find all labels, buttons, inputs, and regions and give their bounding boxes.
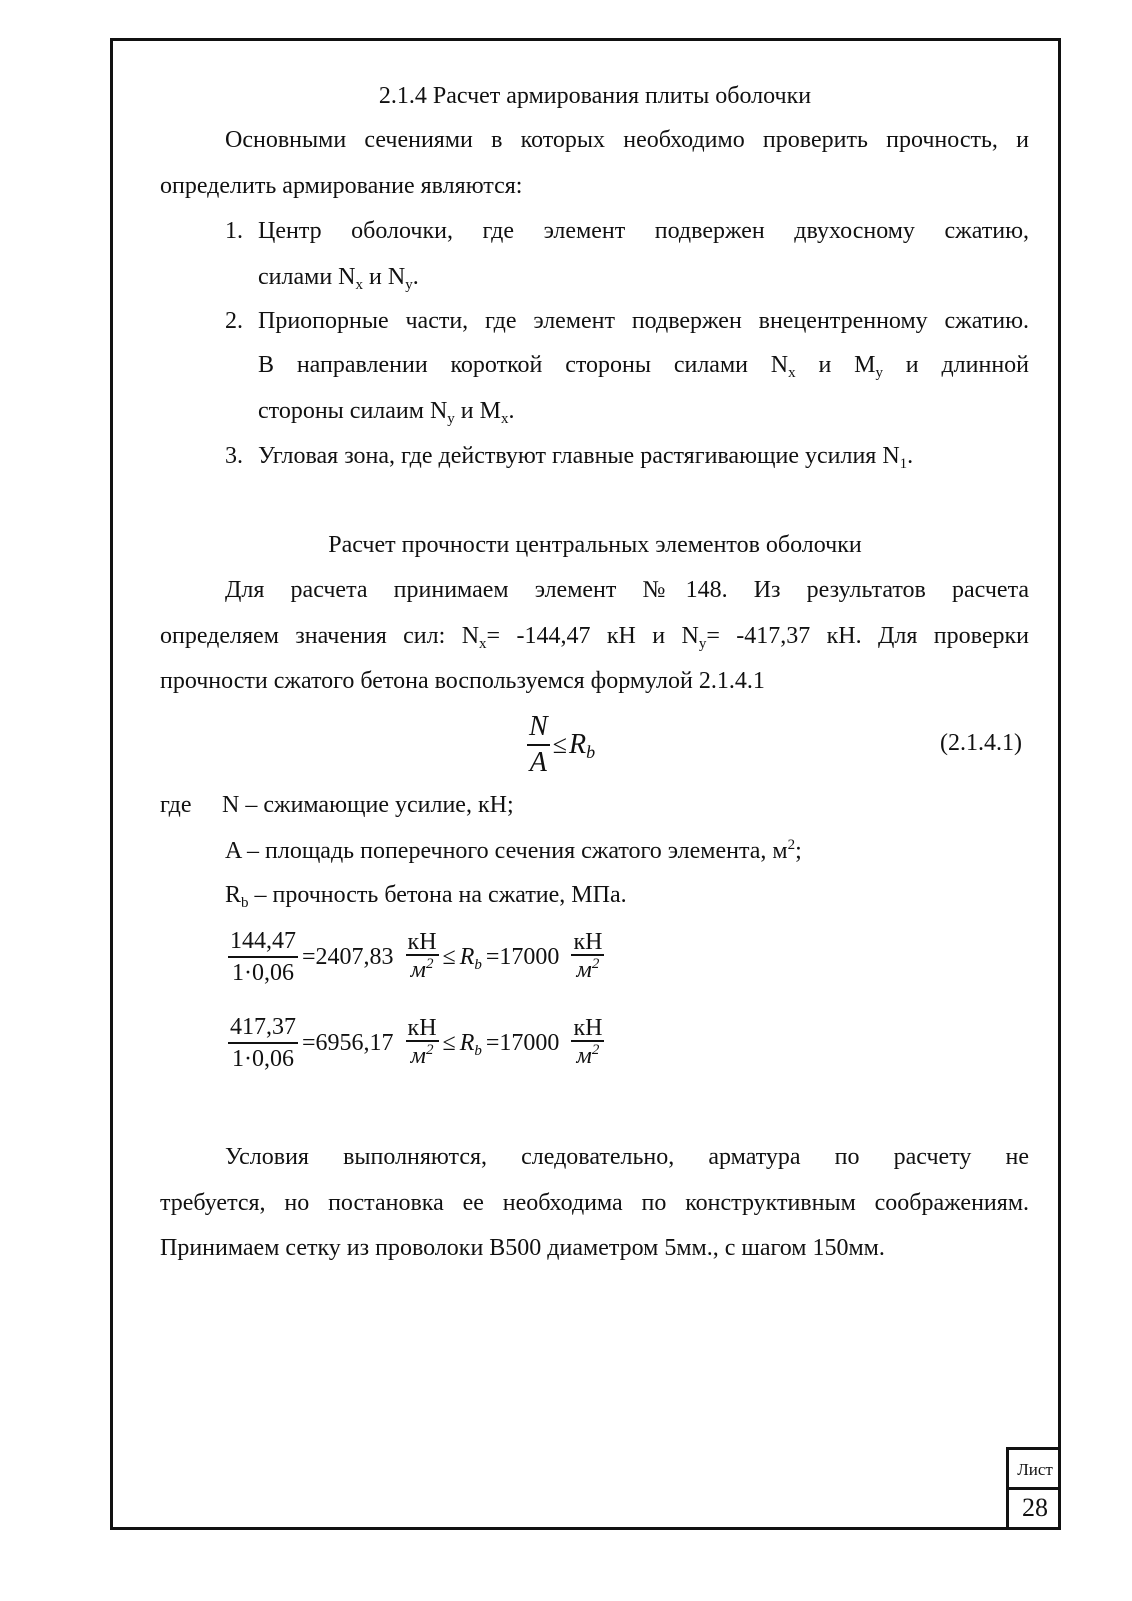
- section-title: 2.1.4 Расчет армирования плиты оболочки: [378, 83, 812, 109]
- calc1-unit: $\frac{кН}{м^2}$: [407, 929, 437, 983]
- formula-fraction: [527, 710, 550, 780]
- sheet-stamp: [1006, 1447, 1061, 1530]
- calc2-result: =6956,17: [302, 1029, 394, 1056]
- list-item-3-line-1: Угловая зона, где действуют главные растягивающие усилия $N_1$.: [258, 443, 914, 472]
- calc2-relation: ≤: [442, 1029, 456, 1056]
- list-item-2-line-3: стороны силаим $N_y$ и $M_x$.: [258, 398, 515, 427]
- calc2-limit-unit: $\frac{кН}{м^2}$: [573, 1015, 603, 1069]
- list-item-1-line-1: Центр оболочки, где элемент подвержен двухосному сжатию,: [258, 218, 1029, 244]
- where-n-definition: N – сжимающие усилие, кН;: [222, 792, 514, 818]
- formula-numerator: N: [527, 710, 550, 746]
- formula-relation: ≤: [552, 730, 567, 759]
- calc2-denominator: 1·0,06: [232, 1046, 294, 1072]
- conclusion-line-2: требуется, но постановка ее необходима по конструктивным соображениям.: [160, 1190, 1029, 1216]
- subsection-title: Расчет прочности центральных элементов оболочки: [328, 532, 862, 558]
- calc1-numerator: 144,47: [228, 926, 298, 958]
- list-item-2-number: 2.: [225, 308, 243, 334]
- calc2-r: $R_b$: [459, 1029, 482, 1059]
- list-item-3-number: 3.: [225, 443, 243, 469]
- calc2-fraction: [228, 1012, 298, 1074]
- para2-line-3: прочности сжатого бетона воспользуемся формулой 2.1.4.1: [160, 668, 765, 694]
- calc1-limit-unit: $\frac{кН}{м^2}$: [573, 929, 603, 983]
- formula-denominator: A: [529, 747, 547, 778]
- calc1-limit: =17000: [485, 943, 560, 970]
- calc2-unit: $\frac{кН}{м^2}$: [407, 1015, 437, 1069]
- list-item-1-number: 1.: [225, 218, 243, 244]
- calc1-r: $R_b$: [459, 943, 482, 973]
- calc2-numerator: 417,37: [228, 1012, 298, 1044]
- calc1-result: =2407,83: [302, 943, 394, 970]
- list-item-2-line-2: В направлении короткой стороны силами $N_x$ и $M_y$ и длинной: [258, 352, 1030, 381]
- formula-rhs: $R_b$: [568, 729, 596, 762]
- sheet-number: 28: [1022, 1493, 1048, 1522]
- calc-line-2: [228, 1012, 608, 1074]
- formula-number: (2.1.4.1): [940, 730, 1022, 756]
- intro-line-2: определить армирование являются:: [160, 173, 523, 199]
- para2-line-1: Для расчета принимаем элемент №148. Из результатов расчета: [225, 577, 1029, 603]
- calc1-fraction: [228, 926, 298, 988]
- para2-line-2: определяем значения сил: $N_x= -144,47$ кН и $N_y= -417,37$ кН. Для проверки: [160, 623, 1029, 652]
- sheet-label: Лист: [1009, 1450, 1061, 1490]
- conclusion-line-1: Условия выполняются, следовательно, арматура по расчету не: [225, 1144, 1029, 1170]
- list-item-2-line-1: Приопорные части, где элемент подвержен внецентренному сжатию.: [258, 308, 1029, 334]
- calc1-denominator: 1·0,06: [232, 960, 294, 986]
- intro-line-1: Основными сечениями в которых необходимо проверить прочность, и: [225, 127, 1029, 153]
- where-rb-definition: $R_b$ – прочность бетона на сжатие, МПа.: [225, 882, 627, 911]
- conclusion-line-3: Принимаем сетку из проволоки B500 диаметром 5мм., с шагом 150мм.: [160, 1235, 885, 1261]
- calc-line-1: [228, 926, 608, 988]
- formula-main: [527, 710, 595, 780]
- list-item-1-line-2: силами $N_x$ и $N_y$.: [258, 264, 419, 293]
- where-a-definition: A – площадь поперечного сечения сжатого элемента, $м^2$;: [225, 837, 802, 864]
- calc1-relation: ≤: [442, 943, 456, 970]
- where-label: где: [160, 792, 192, 818]
- calc2-limit: =17000: [485, 1029, 560, 1056]
